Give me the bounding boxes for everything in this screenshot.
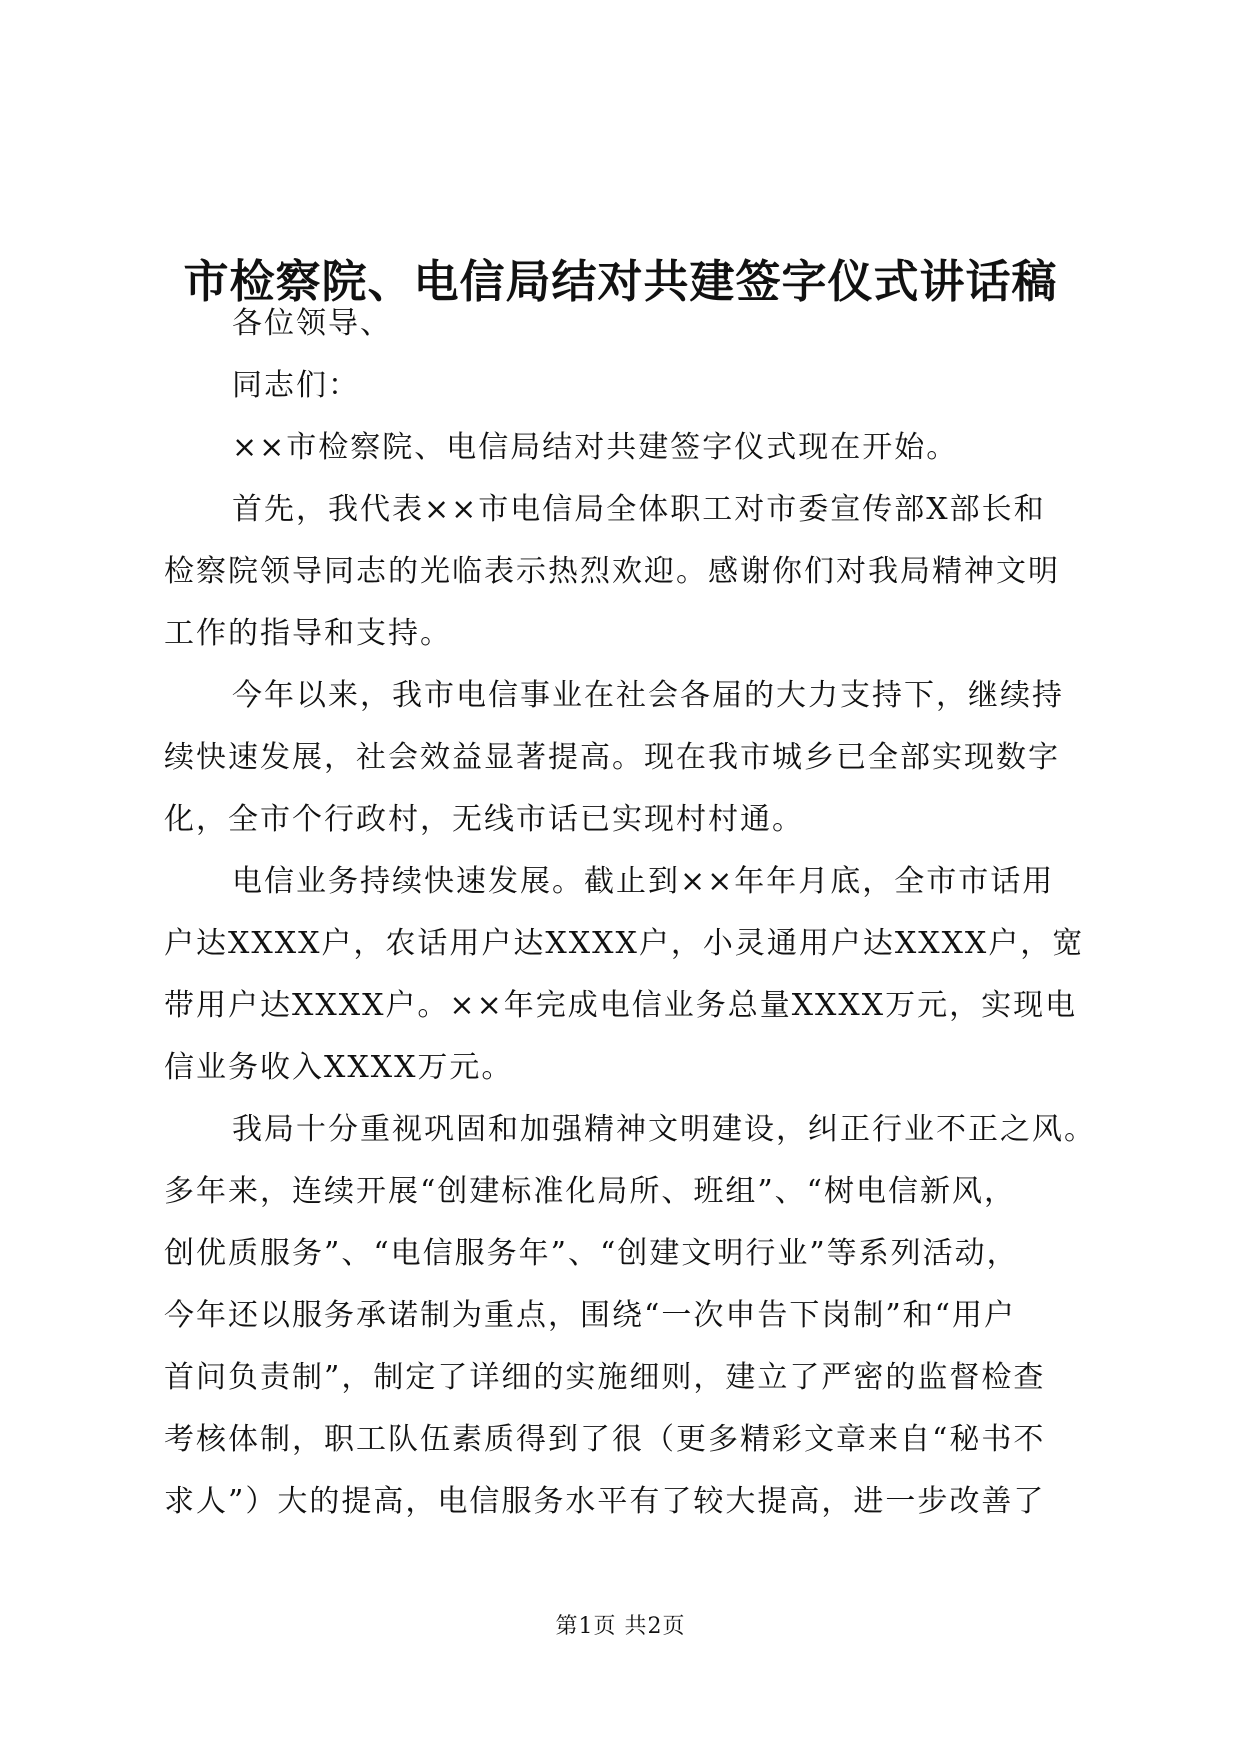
body-line: 多年来，连续开展“创建标准化局所、班组”、“树电信新风， (164, 1174, 1017, 1209)
body-line: 我局十分重视巩固和加强精神文明建设，纠正行业不正之风。 (232, 1112, 1096, 1147)
body-line: 今年以来，我市电信事业在社会各届的大力支持下，继续持 (232, 678, 1064, 713)
body-line: 检察院领导同志的光临表示热烈欢迎。感谢你们对我局精神文明 (164, 554, 1060, 589)
body-line: 各位领导、 (232, 306, 392, 341)
body-line: 首先，我代表××市电信局全体职工对市委宣传部X部长和 (232, 492, 1046, 527)
body-line: 电信业务持续快速发展。截止到××年年月底，全市市话用 (232, 864, 1055, 899)
page-footer: 第1页 共2页 (555, 1614, 686, 1639)
body-line: 续快速发展，社会效益显著提高。现在我市城乡已全部实现数字 (164, 740, 1060, 775)
body-line: 创优质服务”、“电信服务年”、“创建文明行业”等系列活动， (164, 1236, 1019, 1271)
body-line: 化，全市个行政村，无线市话已实现村村通。 (164, 802, 804, 837)
body-line: 户达XXXX户，农话用户达XXXX户，小灵通用户达XXXX户，宽 (164, 926, 1085, 961)
body-line: 首问负责制”，制定了详细的实施细则，建立了严密的监督检查 (164, 1360, 1046, 1395)
document-body (164, 293, 1096, 1533)
body-line: 求人”）大的提高，电信服务水平有了较大提高，进一步改善了 (164, 1484, 1046, 1519)
body-line: 信业务收入XXXX万元。 (164, 1050, 514, 1085)
body-line: 工作的指导和支持。 (164, 616, 452, 651)
body-line: 考核体制，职工队伍素质得到了很（更多精彩文章来自“秘书不 (164, 1422, 1046, 1457)
document-title: 市检察院、电信局结对共建签字仪式讲话稿 (183, 255, 1058, 309)
body-line: 带用户达XXXX户。××年完成电信业务总量XXXX万元，实现电 (164, 988, 1078, 1023)
body-line: ××市检察院、电信局结对共建签字仪式现在开始。 (232, 430, 959, 465)
body-line: 今年还以服务承诺制为重点，围绕“一次申告下岗制”和“用户 (164, 1298, 1017, 1333)
body-line: 同志们： (232, 368, 360, 403)
